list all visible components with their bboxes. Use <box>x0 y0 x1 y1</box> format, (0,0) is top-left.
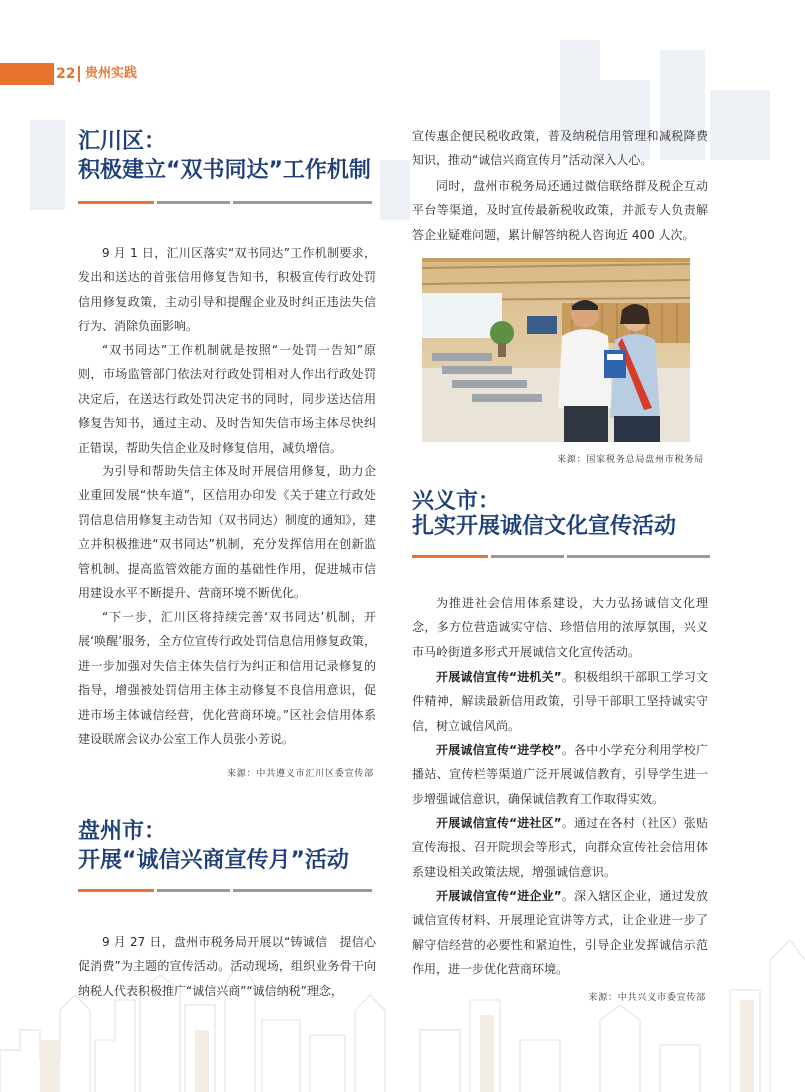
article3-intro: 为推进社会信用体系建设，大力弘扬诚信文化理念，多方位营造诚实守信、珍惜信用的浓厚氛围，兴义市马岭街道多形式开展诚信文化宣传活动。 <box>412 596 708 659</box>
article3-item-1-text: 。积极组织干部职工学习文件精神，解读最新信用政策，引导干部职工坚持诚实守信，树立诚信风尚。 <box>412 670 708 733</box>
article2-title-rule <box>78 889 372 892</box>
article3-item-2-text: 。各中小学充分利用学校广播站、宣传栏等渠道广泛开展诚信教育，引导学生进一步增强诚信意识，确保诚信教育工作取得实效。 <box>412 743 708 806</box>
article3-item-2 <box>412 738 708 811</box>
article2-paragraph-2: 同时，盘州市税务局还通过微信联络群及税企互动平台等渠道，及时宣传最新税收政策，并派专人负责解答企业疑难问题，累计解答纳税人咨询近 400 人次。 <box>412 179 708 242</box>
article3-source: 来源：中共兴义市委宣传部 <box>588 993 706 1003</box>
photo-source: 来源：国家税务总局盘州市税务局 <box>556 455 704 465</box>
article2-paragraph-1-continued: 宣传惠企便民税收政策，普及纳税信用管理和减税降费知识，推动“诚信兴商宣传月”活动深入人心。 <box>412 129 708 168</box>
article3-title-rule <box>412 555 710 558</box>
article1-paragraph-3: 为引导和帮助失信主体及时开展信用修复，助力企业重回发展“快车道”，区信用办印发《关于建立行政处罚信息信用修复主动告知（双书同达）制度的通知》，建立并积极推进“双书同达”机制，充分发挥信用在创新监管机制、提高监管效能方面的基础性作用，促进城市信用建设水平不断提升、营商环境不断优化。 <box>78 464 376 601</box>
article1-paragraph-2: “双书同达”工作机制就是按照“一处罚一告知”原则，市场监管部门依法对行政处罚相对人作出行政处罚决定后，在送达行政处罚决定书的同时，同步送达信用修复告知书，通过主动、及时告知失信市场主体尽快纠正错误，帮助失信企业及时修复信用，减负增信。 <box>78 343 376 455</box>
article2-title-line2: 开展“诚信兴商宣传月”活动 <box>78 848 349 873</box>
article3-item-1-lead: 开展诚信宣传“进机关” <box>436 670 562 684</box>
article3-item-4-lead: 开展诚信宣传“进企业” <box>436 889 562 903</box>
article3-title-line1: 兴义市： <box>412 489 501 514</box>
article2-title-line1: 盘州市： <box>78 819 167 844</box>
tax-office-photo <box>422 258 690 442</box>
article3-item-2-lead: 开展诚信宣传“进学校” <box>436 743 562 757</box>
article1-paragraph-4: “下一步，汇川区将持续完善‘双书同达’机制，开展‘唤醒’服务，全方位宣传行政处罚信息信用修复政策，进一步加强对失信主体失信行为纠正和信用记录修复的指导，增强被处罚信用主体主动修复不良信用意识，促进市场主体诚信经营，优化营商环境。”区社会信用体系建设联席会议办公室工作人员张小芳说。 <box>78 610 376 747</box>
article1-paragraph-1: 9 月 1 日，汇川区落实“双书同达”工作机制要求，发出和送达的首张信用修复告知书，积极宣传行政处罚信用修复政策，主动引导和提醒企业及时纠正违法失信行为、消除负面影响。 <box>78 246 376 334</box>
article3-item-4 <box>412 884 708 982</box>
article3-item-4-text: 。深入辖区企业，通过发放诚信宣传材料、开展理论宣讲等方式，让企业进一步了解守信经营的必要性和紧迫性，引导企业发挥诚信示范作用，进一步优化营商环境。 <box>412 889 708 977</box>
section-title: 贵州实践 <box>85 66 138 81</box>
article2-paragraph-1: 9 月 27 日，盘州市税务局开展以“铸诚信 提信心 促消费”为主题的宣传活动。活动现场，组织业务骨干向纳税人代表积极推广“诚信兴商”“诚信纳税”理念， <box>78 935 389 998</box>
header-accent-bar <box>0 63 54 85</box>
article3-item-1 <box>412 665 708 738</box>
page-number: 22 <box>56 66 76 82</box>
article3-item-3 <box>412 811 708 884</box>
article1-title-line2: 积极建立“双书同达”工作机制 <box>78 158 371 183</box>
article1-title-rule <box>78 201 372 204</box>
article1-title-line1: 汇川区： <box>78 129 167 154</box>
article1-source: 来源：中共遵义市汇川区委宣传部 <box>226 769 374 779</box>
header-divider <box>78 66 80 82</box>
article3-item-3-lead: 开展诚信宣传“进社区” <box>436 816 562 830</box>
article3-title-line2: 扎实开展诚信文化宣传活动 <box>412 514 677 539</box>
article3-item-3-text: 。通过在各村（社区）张贴宣传海报、召开院坝会等形式，向群众宣传社会信用体系建设相关政策法规，增强诚信意识。 <box>412 816 708 879</box>
